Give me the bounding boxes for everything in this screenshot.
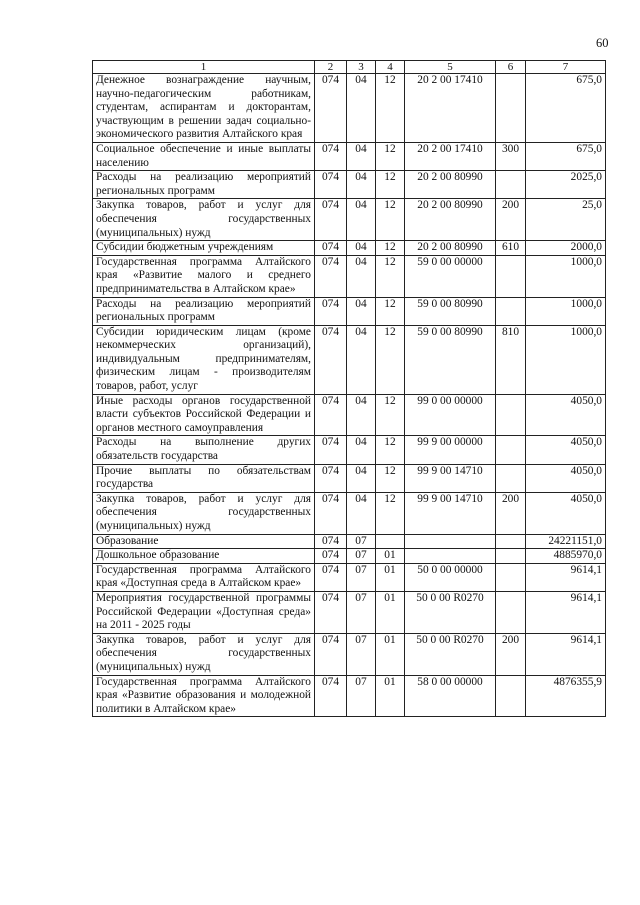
section-code-cell: 04 xyxy=(347,74,376,143)
section-code-cell: 07 xyxy=(347,534,376,549)
amount-cell: 9614,1 xyxy=(526,563,606,591)
expense-type-cell xyxy=(496,534,526,549)
amount-cell: 4050,0 xyxy=(526,492,606,534)
amount-cell: 1000,0 xyxy=(526,297,606,325)
grbs-code-cell: 074 xyxy=(315,591,347,633)
target-article-cell: 99 9 00 00000 xyxy=(405,436,496,464)
section-code-cell: 04 xyxy=(347,171,376,199)
target-article-cell: 99 0 00 00000 xyxy=(405,394,496,436)
amount-cell: 4050,0 xyxy=(526,394,606,436)
subsection-code-cell: 12 xyxy=(376,297,405,325)
column-header: 1 xyxy=(93,61,315,74)
expense-type-cell: 810 xyxy=(496,325,526,394)
table-row xyxy=(93,171,606,199)
grbs-code-cell: 074 xyxy=(315,563,347,591)
amount-cell: 4885970,0 xyxy=(526,549,606,564)
table-row xyxy=(93,549,606,564)
section-code-cell: 04 xyxy=(347,199,376,241)
expense-type-cell xyxy=(496,464,526,492)
amount-cell: 25,0 xyxy=(526,199,606,241)
amount-cell: 675,0 xyxy=(526,74,606,143)
expense-name-cell: Государственная программа Алтайского края «Развитие образования и молодежной политики в Алтайском крае» xyxy=(93,675,315,717)
subsection-code-cell: 12 xyxy=(376,171,405,199)
table-row xyxy=(93,464,606,492)
grbs-code-cell: 074 xyxy=(315,633,347,675)
amount-cell: 2000,0 xyxy=(526,241,606,256)
subsection-code-cell: 12 xyxy=(376,492,405,534)
target-article-cell xyxy=(405,549,496,564)
target-article-cell: 59 0 00 00000 xyxy=(405,255,496,297)
table-row xyxy=(93,255,606,297)
target-article-cell: 99 9 00 14710 xyxy=(405,492,496,534)
grbs-code-cell: 074 xyxy=(315,492,347,534)
expense-name-cell: Расходы на реализацию мероприятий региональных программ xyxy=(93,171,315,199)
grbs-code-cell: 074 xyxy=(315,436,347,464)
expense-type-cell xyxy=(496,297,526,325)
amount-cell: 675,0 xyxy=(526,142,606,170)
expense-name-cell: Расходы на выполнение других обязательств государства xyxy=(93,436,315,464)
expense-name-cell: Социальное обеспечение и иные выплаты населению xyxy=(93,142,315,170)
expense-name-cell: Закупка товаров, работ и услуг для обеспечения государственных (муниципальных) нужд xyxy=(93,633,315,675)
amount-cell: 1000,0 xyxy=(526,255,606,297)
table-row xyxy=(93,563,606,591)
subsection-code-cell: 01 xyxy=(376,563,405,591)
target-article-cell: 59 0 00 80990 xyxy=(405,297,496,325)
target-article-cell: 59 0 00 80990 xyxy=(405,325,496,394)
expense-type-cell xyxy=(496,436,526,464)
expense-type-cell: 200 xyxy=(496,633,526,675)
expense-name-cell: Прочие выплаты по обязательствам государства xyxy=(93,464,315,492)
table-row xyxy=(93,74,606,143)
section-code-cell: 07 xyxy=(347,675,376,717)
amount-cell: 24221151,0 xyxy=(526,534,606,549)
table-row xyxy=(93,492,606,534)
expense-type-cell xyxy=(496,394,526,436)
target-article-cell: 58 0 00 00000 xyxy=(405,675,496,717)
grbs-code-cell: 074 xyxy=(315,74,347,143)
grbs-code-cell: 074 xyxy=(315,325,347,394)
amount-cell: 9614,1 xyxy=(526,591,606,633)
header-row xyxy=(93,61,606,74)
section-code-cell: 04 xyxy=(347,325,376,394)
grbs-code-cell: 074 xyxy=(315,297,347,325)
table-row xyxy=(93,142,606,170)
amount-cell: 4876355,9 xyxy=(526,675,606,717)
section-code-cell: 04 xyxy=(347,255,376,297)
section-code-cell: 04 xyxy=(347,492,376,534)
subsection-code-cell: 01 xyxy=(376,633,405,675)
expense-type-cell xyxy=(496,591,526,633)
table-row xyxy=(93,633,606,675)
grbs-code-cell: 074 xyxy=(315,464,347,492)
target-article-cell: 20 2 00 80990 xyxy=(405,199,496,241)
expense-type-cell xyxy=(496,74,526,143)
column-header: 6 xyxy=(496,61,526,74)
page-number: 60 xyxy=(596,36,609,50)
expense-name-cell: Закупка товаров, работ и услуг для обеспечения государственных (муниципальных) нужд xyxy=(93,492,315,534)
column-header: 7 xyxy=(526,61,606,74)
target-article-cell xyxy=(405,534,496,549)
expense-type-cell xyxy=(496,255,526,297)
subsection-code-cell: 12 xyxy=(376,142,405,170)
expense-type-cell: 200 xyxy=(496,199,526,241)
subsection-code-cell: 12 xyxy=(376,464,405,492)
expense-type-cell: 610 xyxy=(496,241,526,256)
table-row xyxy=(93,297,606,325)
section-code-cell: 04 xyxy=(347,142,376,170)
table-row xyxy=(93,241,606,256)
expense-name-cell: Субсидии бюджетным учреждениям xyxy=(93,241,315,256)
budget-table xyxy=(92,60,606,717)
amount-cell: 9614,1 xyxy=(526,633,606,675)
expense-name-cell: Государственная программа Алтайского края «Развитие малого и среднего предпринимательства в Алтайском крае» xyxy=(93,255,315,297)
amount-cell: 1000,0 xyxy=(526,325,606,394)
grbs-code-cell: 074 xyxy=(315,241,347,256)
expense-name-cell: Образование xyxy=(93,534,315,549)
subsection-code-cell: 12 xyxy=(376,325,405,394)
grbs-code-cell: 074 xyxy=(315,199,347,241)
subsection-code-cell: 12 xyxy=(376,199,405,241)
subsection-code-cell: 12 xyxy=(376,394,405,436)
section-code-cell: 04 xyxy=(347,297,376,325)
grbs-code-cell: 074 xyxy=(315,675,347,717)
section-code-cell: 07 xyxy=(347,633,376,675)
target-article-cell: 20 2 00 17410 xyxy=(405,74,496,143)
column-header: 5 xyxy=(405,61,496,74)
grbs-code-cell: 074 xyxy=(315,142,347,170)
expense-name-cell: Расходы на реализацию мероприятий региональных программ xyxy=(93,297,315,325)
grbs-code-cell: 074 xyxy=(315,394,347,436)
expense-name-cell: Денежное вознаграждение научным, научно-педагогическим работникам, студентам, аспирантам и докторантам, участвующим в решении задач социально-экономического развития Алтайского края xyxy=(93,74,315,143)
target-article-cell: 50 0 00 R0270 xyxy=(405,633,496,675)
section-code-cell: 07 xyxy=(347,549,376,564)
column-header: 3 xyxy=(347,61,376,74)
column-header: 4 xyxy=(376,61,405,74)
target-article-cell: 20 2 00 80990 xyxy=(405,171,496,199)
section-code-cell: 04 xyxy=(347,464,376,492)
subsection-code-cell: 01 xyxy=(376,675,405,717)
expense-type-cell xyxy=(496,549,526,564)
subsection-code-cell: 12 xyxy=(376,74,405,143)
table-row xyxy=(93,394,606,436)
amount-cell: 4050,0 xyxy=(526,436,606,464)
section-code-cell: 04 xyxy=(347,436,376,464)
subsection-code-cell: 12 xyxy=(376,436,405,464)
amount-cell: 2025,0 xyxy=(526,171,606,199)
expense-name-cell: Закупка товаров, работ и услуг для обеспечения государственных (муниципальных) нужд xyxy=(93,199,315,241)
grbs-code-cell: 074 xyxy=(315,171,347,199)
subsection-code-cell: 12 xyxy=(376,241,405,256)
expense-type-cell xyxy=(496,675,526,717)
target-article-cell: 20 2 00 17410 xyxy=(405,142,496,170)
expense-name-cell: Мероприятия государственной программы Российской Федерации «Доступная среда» на 2011 - 2025 годы xyxy=(93,591,315,633)
expense-name-cell: Иные расходы органов государственной власти субъектов Российской Федерации и органов местного самоуправления xyxy=(93,394,315,436)
expense-name-cell: Дошкольное образование xyxy=(93,549,315,564)
subsection-code-cell xyxy=(376,534,405,549)
grbs-code-cell: 074 xyxy=(315,549,347,564)
target-article-cell: 20 2 00 80990 xyxy=(405,241,496,256)
table-row xyxy=(93,675,606,717)
table-row xyxy=(93,325,606,394)
table-row xyxy=(93,534,606,549)
subsection-code-cell: 12 xyxy=(376,255,405,297)
subsection-code-cell: 01 xyxy=(376,591,405,633)
column-header: 2 xyxy=(315,61,347,74)
expense-type-cell: 200 xyxy=(496,492,526,534)
expense-type-cell: 300 xyxy=(496,142,526,170)
expense-type-cell xyxy=(496,563,526,591)
grbs-code-cell: 074 xyxy=(315,534,347,549)
target-article-cell: 99 9 00 14710 xyxy=(405,464,496,492)
section-code-cell: 07 xyxy=(347,591,376,633)
target-article-cell: 50 0 00 R0270 xyxy=(405,591,496,633)
expense-name-cell: Субсидии юридическим лицам (кроме некоммерческих организаций), индивидуальным предпринимателям, физическим лицам - производителям товаров, работ, услуг xyxy=(93,325,315,394)
section-code-cell: 04 xyxy=(347,394,376,436)
expense-name-cell: Государственная программа Алтайского края «Доступная среда в Алтайском крае» xyxy=(93,563,315,591)
target-article-cell: 50 0 00 00000 xyxy=(405,563,496,591)
section-code-cell: 07 xyxy=(347,563,376,591)
amount-cell: 4050,0 xyxy=(526,464,606,492)
subsection-code-cell: 01 xyxy=(376,549,405,564)
table-row xyxy=(93,199,606,241)
table-row xyxy=(93,591,606,633)
grbs-code-cell: 074 xyxy=(315,255,347,297)
section-code-cell: 04 xyxy=(347,241,376,256)
table-row xyxy=(93,436,606,464)
expense-type-cell xyxy=(496,171,526,199)
